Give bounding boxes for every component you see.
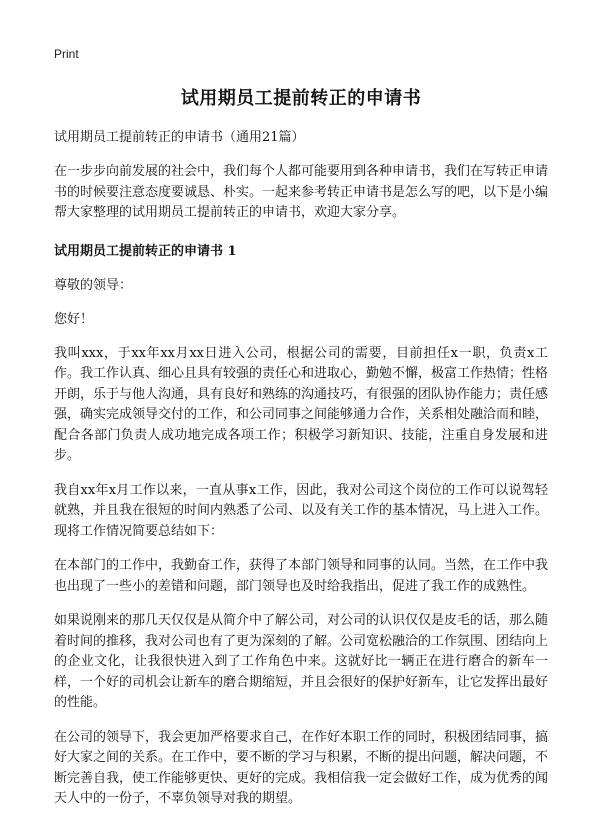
document-subtitle: 试用期员工提前转正的申请书（通用21篇） xyxy=(54,130,305,145)
body-paragraph: 如果说刚来的那几天仅仅是从简介中了解公司，对公司的认识仅仅是皮毛的话，那么随着时间的推移，我对公司也有了更为深刻的了解。公司宽松融洽的工作氛围、团结向上的企业文化，让我很快进入到了工作角色中来。这就好比一辆正在进行磨合的新车一样，一个好的司机会让新车的磨合期缩短，并且会很好的保护好新车，让它发挥出最好的性能。 xyxy=(54,613,549,710)
greeting: 您好！ xyxy=(54,311,94,327)
intro-paragraph: 在一步步向前发展的社会中，我们每个人都可能要用到各种申请书，我们在写转正申请书的时候要注意态度要诚恳、朴实。一起来参考转正申请书是怎么写的吧，以下是小编帮大家整理的试用期员工提前转正的申请书，欢迎大家分享。 xyxy=(54,164,549,220)
body-paragraph: 在公司的领导下，我会更加严格要求自己，在作好本职工作的同时，积极团结同事，搞好大家之间的关系。在工作中，要不断的学习与积累，不断的提出问题，解决问题，不断完善自我，使工作能够更快、更好的完成。我相信我一定会做好工作，成为优秀的闻天人中的一份子，不辜负领导对我的期望。 xyxy=(54,729,549,806)
body-paragraph: 我自xx年x月工作以来，一直从事x工作，因此，我对公司这个岗位的工作可以说驾轻就熟，并且我在很短的时间内熟悉了公司、以及有关工作的基本情况，马上进入工作。现将工作情况简要总结如下： xyxy=(54,482,549,539)
print-link[interactable]: Print xyxy=(54,47,79,61)
body-paragraph: 在本部门的工作中，我勤奋工作，获得了本部门领导和同事的认同。当然，在工作中我也出现了一些小的差错和问题，部门领导也及时给我指出，促进了我工作的成熟性。 xyxy=(54,558,549,594)
page-title: 试用期员工提前转正的申请书 xyxy=(180,88,422,109)
salutation: 尊敬的领导： xyxy=(54,277,133,293)
section-heading: 试用期员工提前转正的申请书 1 xyxy=(54,243,237,259)
body-paragraph: 我叫xxx，于xx年xx月xx日进入公司，根据公司的需要，目前担任x一职，负责x工作。我工作认真、细心且具有较强的责任心和进取心，勤勉不懈，极富工作热情；性格开朗，乐于与他人沟通，具有良好和熟练的沟通技巧，有很强的团队协作能力；责任感强，确实完成领导交付的工作，和公司同事之间能够通力合作，关系相处融洽而和睦，配合各部门负责人成功地完成各项工作；积极学习新知识、技能，注重自身发展和进步。 xyxy=(54,345,549,463)
